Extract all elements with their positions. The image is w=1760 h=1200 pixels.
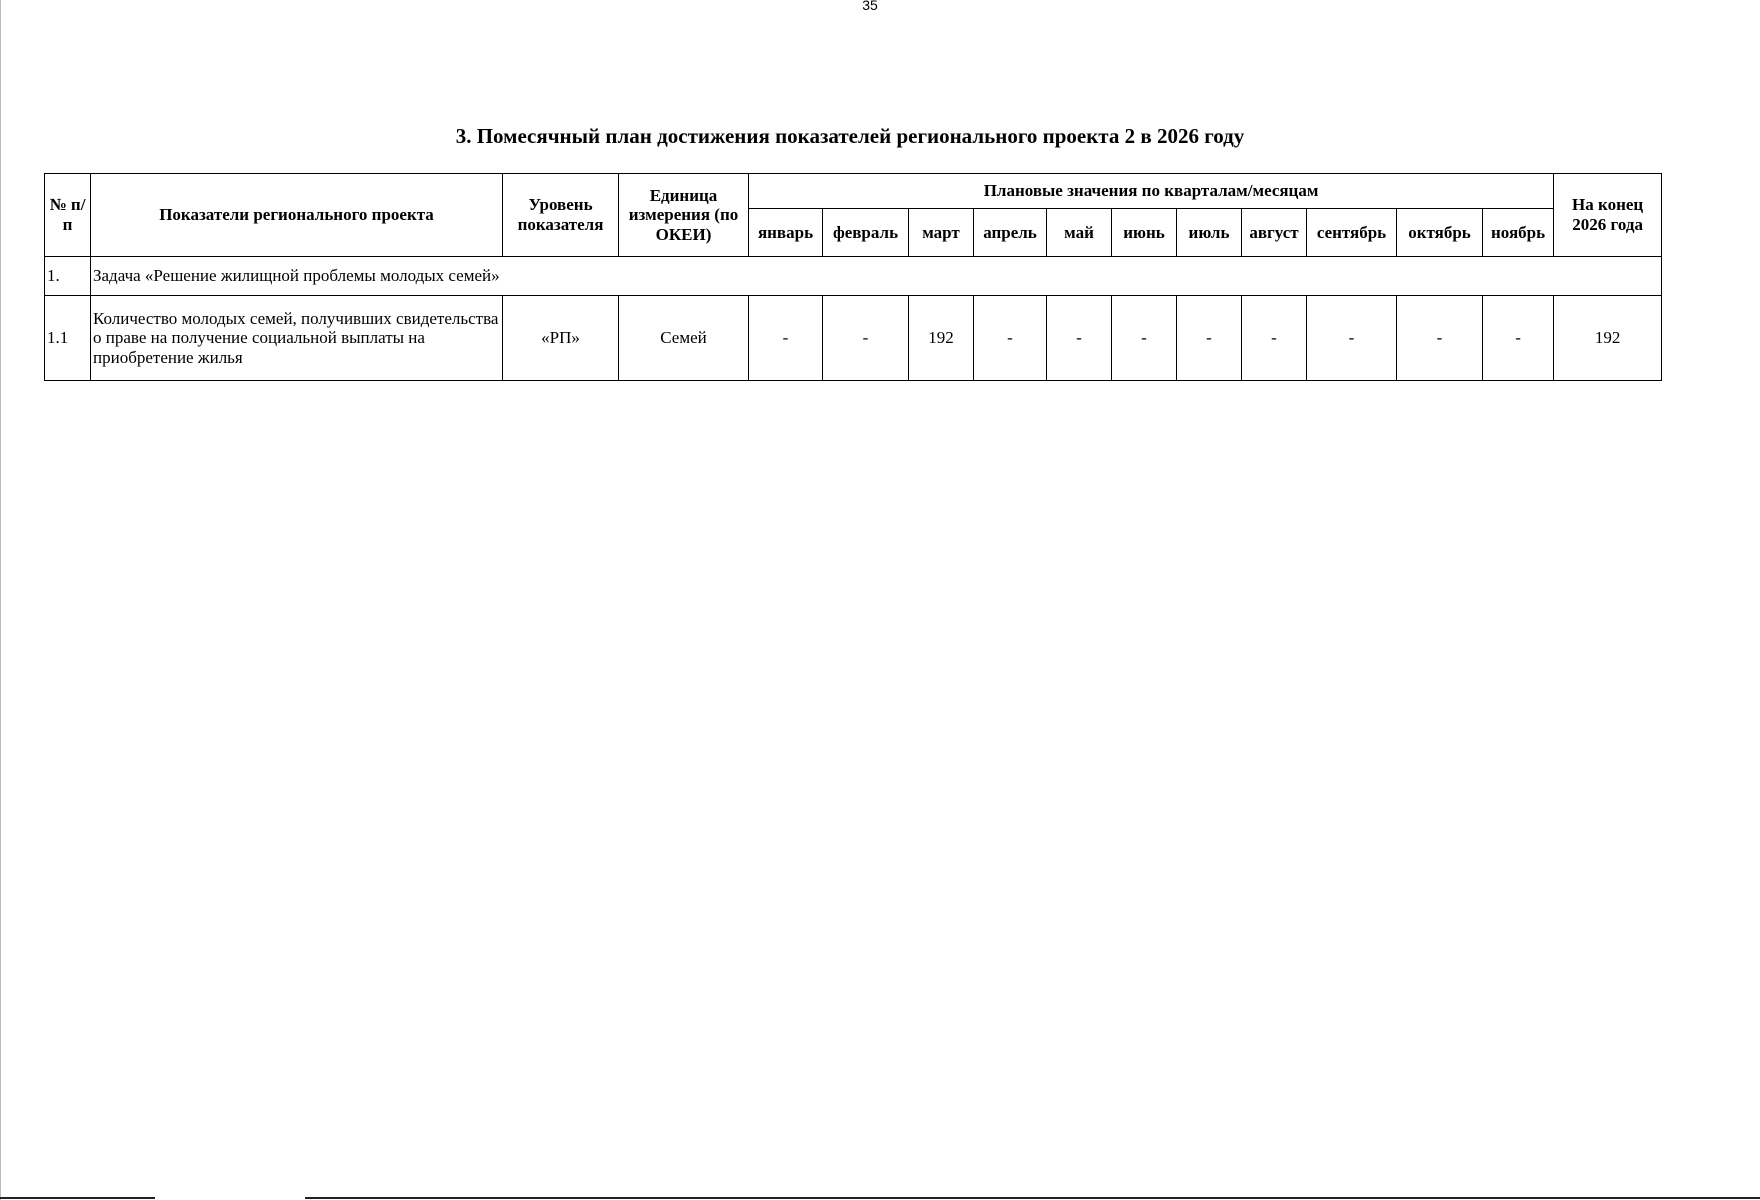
task-num: 1.: [45, 257, 91, 296]
header-planned-values: Плановые значения по кварталам/месяцам: [749, 174, 1554, 209]
row-level: «РП»: [503, 296, 619, 381]
header-month-mar: март: [909, 209, 974, 257]
header-month-jul: июль: [1177, 209, 1242, 257]
document-title: 3. Помесячный план достижения показателей регионального проекта 2 в 2026 году: [455, 124, 1245, 148]
row-value-feb: -: [823, 296, 909, 381]
row-value-jan: -: [749, 296, 823, 381]
row-value-apr: -: [974, 296, 1047, 381]
row-value-sep: -: [1307, 296, 1397, 381]
header-num: № п/п: [45, 174, 91, 257]
header-indicator: Показатели регионального проекта: [91, 174, 503, 257]
row-end-of-year: 192: [1554, 296, 1662, 381]
header-month-may: май: [1047, 209, 1112, 257]
header-unit: Единица измерения (по ОКЕИ): [619, 174, 749, 257]
row-indicator: Количество молодых семей, получивших свидетельства о праве на получение социальной выплаты на приобретение жилья: [91, 296, 503, 381]
header-month-nov: ноябрь: [1483, 209, 1554, 257]
row-value-nov: -: [1483, 296, 1554, 381]
page-left-edge: [0, 0, 1, 1200]
header-end-of-year: На конец 2026 года: [1554, 174, 1662, 257]
row-value-may: -: [1047, 296, 1112, 381]
header-row-1: [45, 174, 1662, 209]
task-text: Задача «Решение жилищной проблемы молодых семей»: [91, 257, 1662, 296]
row-value-jun: -: [1112, 296, 1177, 381]
header-month-apr: апрель: [974, 209, 1047, 257]
row-value-aug: -: [1242, 296, 1307, 381]
header-month-aug: август: [1242, 209, 1307, 257]
page-number: 35: [862, 0, 878, 13]
row-num: 1.1: [45, 296, 91, 381]
page-bottom-rule-gap: [155, 1196, 305, 1200]
table-row: [45, 296, 1662, 381]
header-month-feb: февраль: [823, 209, 909, 257]
header-month-sep: сентябрь: [1307, 209, 1397, 257]
row-unit: Семей: [619, 296, 749, 381]
row-value-jul: -: [1177, 296, 1242, 381]
header-level: Уровень показателя: [503, 174, 619, 257]
header-month-jan: январь: [749, 209, 823, 257]
task-row: [45, 257, 1662, 296]
row-value-oct: -: [1397, 296, 1483, 381]
header-month-oct: октябрь: [1397, 209, 1483, 257]
header-month-jun: июнь: [1112, 209, 1177, 257]
row-value-mar: 192: [909, 296, 974, 381]
monthly-plan-table: [44, 173, 1662, 381]
